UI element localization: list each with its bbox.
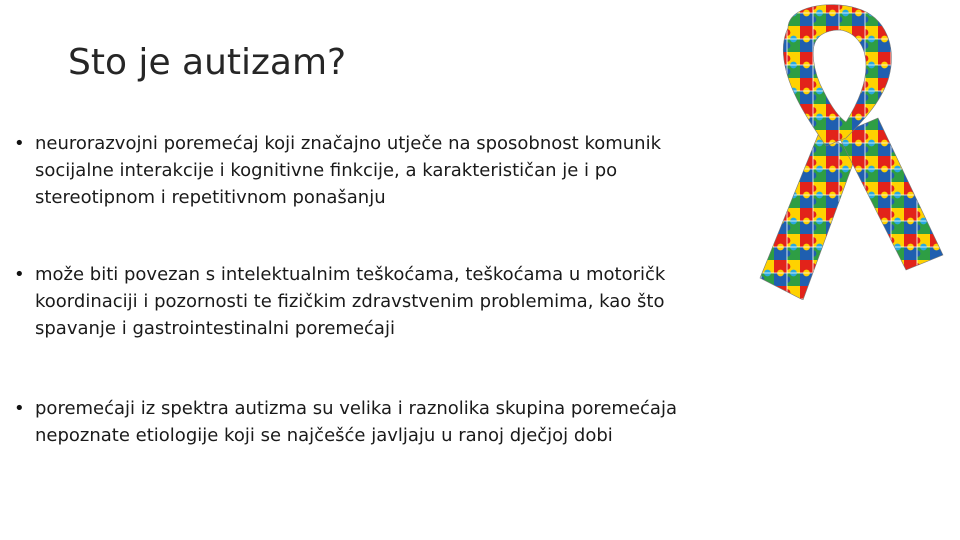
bullet-text-line: spavanje i gastrointestinalni poremećaji (35, 318, 395, 339)
bullet-dot: • (14, 264, 25, 285)
bullet-text-line: nepoznate etiologije koji se najčešće javljaju u ranoj dječjoj dobi (35, 425, 613, 446)
slide-title: Sto je autizam? (68, 42, 347, 83)
bullet-text-line: poremećaji iz spektra autizma su velika i raznolika skupina poremećaja (35, 398, 677, 419)
bullet-text-line: može biti povezan s intelektualnim teškoćama, teškoćama u motoričk (35, 264, 666, 285)
bullet-dot: • (14, 133, 25, 154)
bullet-text-line: neurorazvojni poremećaj koji značajno utječe na sposobnost komunik (35, 133, 662, 154)
puzzle-awareness-ribbon-icon (748, 0, 960, 300)
bullet-dot: • (14, 398, 25, 419)
bullet-text-line: socijalne interakcije i kognitivne finkcije, a karakterističan je i po (35, 160, 618, 181)
ribbon-left-tail (760, 135, 858, 300)
ribbon-right-tail (838, 118, 943, 270)
bullet-text-line: stereotipnom i repetitivnom ponašanju (35, 187, 386, 208)
bullet-text-line: koordinaciji i pozornosti te fizičkim zdravstvenim problemima, kao što (35, 291, 665, 312)
